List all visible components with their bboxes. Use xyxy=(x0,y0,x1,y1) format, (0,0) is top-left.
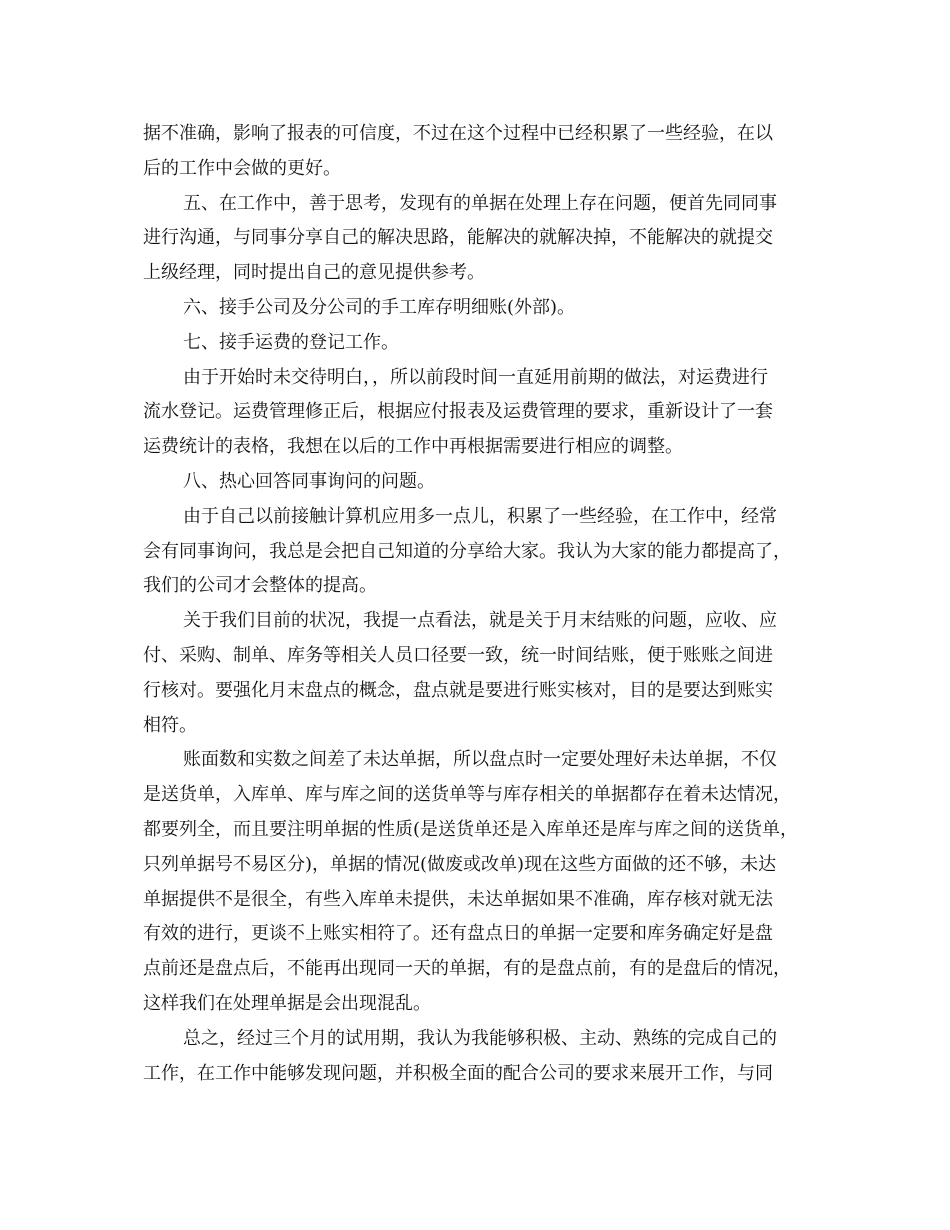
document-line: 我们的公司才会整体的提高。 xyxy=(143,575,377,597)
document-line: 只列单据号不易区分)，单据的情况(做废或改单)现在这些方面做的还不够，未达 xyxy=(143,853,777,875)
document-line: 后的工作中会做的更好。 xyxy=(143,157,341,179)
document-line: 是送货单，入库单、库与库之间的送货单等与库存相关的单据都存在着未达情况， xyxy=(143,784,791,806)
document-line: 上级经理，同时提出自己的意见提供参考。 xyxy=(143,262,485,284)
document-line: 行核对。要强化月末盘点的概念，盘点就是要进行账实核对，目的是要达到账实 xyxy=(143,679,773,701)
document-line: 都要列全，而且要注明单据的性质(是送货单还是入库单还是库与库之间的送货单， xyxy=(143,818,799,840)
document-line: 运费统计的表格，我想在以后的工作中再根据需要进行相应的调整。 xyxy=(143,436,683,458)
document-line: 流水登记。运费管理修正后，根据应付报表及运费管理的要求，重新设计了一套 xyxy=(143,401,773,423)
document-line: 这样我们在处理单据是会出现混乱。 xyxy=(143,992,431,1014)
document-body xyxy=(143,117,813,1091)
document-line: 工作，在工作中能够发现问题，并积极全面的配合公司的要求来展开工作，与同 xyxy=(143,1062,773,1084)
document-line: 付、采购、制单、库务等相关人员口径要一致，统一时间结账，便于账账之间进 xyxy=(143,644,773,666)
document-line: 七、接手运费的登记工作。 xyxy=(183,331,399,353)
document-line: 据不准确，影响了报表的可信度，不过在这个过程中已经积累了一些经验，在以 xyxy=(143,123,773,144)
document-line: 相符。 xyxy=(143,714,197,736)
document-line: 由于自己以前接触计算机应用多一点儿，积累了一些经验，在工作中，经常 xyxy=(183,505,777,527)
document-line: 点前还是盘点后，不能再出现同一天的单据，有的是盘点前，有的是盘后的情况， xyxy=(143,958,791,980)
document-line: 八、热心回答同事询问的问题。 xyxy=(183,470,435,492)
document-line: 有效的进行，更谈不上账实相符了。还有盘点日的单据一定要和库务确定好是盘 xyxy=(143,923,773,945)
document-line: 关于我们目前的状况，我提一点看法，就是关于月末结账的问题，应收、应 xyxy=(183,610,777,632)
document-line: 进行沟通，与同事分享自己的解决思路，能解决的就解决掉，不能解决的就提交 xyxy=(143,227,773,249)
document-line: 六、接手公司及分公司的手工库存明细账(外部)。 xyxy=(183,296,576,318)
document-line: 总之，经过三个月的试用期，我认为我能够积极、主动、熟练的完成自己的 xyxy=(183,1027,777,1049)
document-line: 单据提供不是很全，有些入库单未提供，未达单据如果不准确，库存核对就无法 xyxy=(143,888,773,910)
document-line: 由于开始时未交待明白，，所以前段时间一直延用前期的做法，对运费进行 xyxy=(183,366,768,388)
document-line: 会有同事询问，我总是会把自己知道的分享给大家。我认为大家的能力都提高了， xyxy=(143,540,791,562)
document-line: 账面数和实数之间差了未达单据，所以盘点时一定要处理好未达单据，不仅 xyxy=(183,749,777,771)
document-line: 五、在工作中，善于思考，发现有的单据在处理上存在问题，便首先同同事 xyxy=(183,192,777,214)
